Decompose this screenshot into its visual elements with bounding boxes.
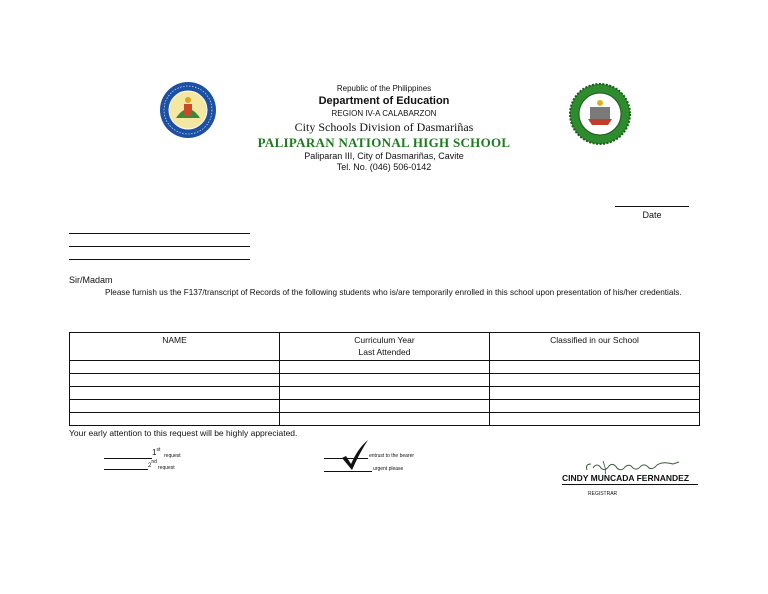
school-telephone: Tel. No. (046) 506-0142 [336, 162, 432, 172]
column-header-curriculum-year [280, 333, 490, 361]
table-cell[interactable] [70, 374, 280, 387]
first-request-num: 1 [152, 448, 157, 457]
column-header-name: NAME [70, 333, 280, 361]
first-request-number [152, 448, 160, 457]
addressee-line-1[interactable] [69, 233, 250, 234]
records-table [69, 332, 700, 426]
table-cell[interactable] [70, 387, 280, 400]
table-row [70, 361, 700, 374]
first-request-label: request [164, 453, 181, 459]
table-cell[interactable] [280, 374, 490, 387]
table-cell[interactable] [70, 361, 280, 374]
second-request-num: 2 [148, 463, 152, 469]
table-cell[interactable] [490, 387, 700, 400]
date-label: Date [642, 210, 662, 220]
table-cell[interactable] [280, 400, 490, 413]
request-body [69, 287, 699, 299]
table-cell[interactable] [280, 387, 490, 400]
second-request-blank[interactable] [104, 461, 148, 470]
salutation: Sir/Madam [69, 275, 113, 285]
signatory-title: REGISTRAR [588, 491, 618, 497]
first-request-blank[interactable] [104, 448, 152, 459]
second-request-number [148, 459, 157, 469]
second-request-label: request [158, 465, 175, 471]
column-header-classified: Classified in our School [490, 333, 700, 361]
curriculum-year-line1: Curriculum Year [354, 335, 415, 345]
curriculum-year-line2: Last Attended [358, 347, 411, 357]
table-row [70, 400, 700, 413]
table-cell[interactable] [280, 361, 490, 374]
first-request-suffix: st [156, 447, 161, 453]
table-row [70, 374, 700, 387]
checkmark-icon [340, 438, 370, 472]
table-cell[interactable] [70, 400, 280, 413]
table-cell[interactable] [490, 413, 700, 426]
closing-statement: Your early attention to this request will be highly appreciated. [69, 428, 298, 438]
table-row [70, 387, 700, 400]
school-name: PALIPARAN NATIONAL HIGH SCHOOL [257, 135, 511, 150]
second-request-suffix: nd [151, 459, 157, 465]
addressee-line-3[interactable] [69, 259, 250, 260]
signature-line [562, 484, 698, 485]
date-blank-line[interactable] [615, 206, 689, 207]
entrust-label: entrust to the bearer [369, 453, 415, 459]
request-body-text: Please furnish us the F137/transcript of Records of the following students who is/are temporarily enrolled in this school upon presentation of his/her credentials. [105, 288, 682, 297]
table-cell[interactable] [490, 374, 700, 387]
division-line: City Schools Division of Dasmariñas [294, 120, 474, 134]
department-title: Department of Education [318, 95, 450, 107]
addressee-line-2[interactable] [69, 246, 250, 247]
table-header-row [70, 333, 700, 361]
table-cell[interactable] [70, 413, 280, 426]
urgent-label: urgent please [373, 466, 404, 472]
school-address: Paliparan III, City of Dasmariñas, Cavite [304, 151, 464, 161]
table-row [70, 413, 700, 426]
table-cell[interactable] [280, 413, 490, 426]
region-line: REGION IV-A CALABARZON [331, 109, 437, 118]
republic-line: Republic of the Philippines [336, 84, 432, 93]
table-cell[interactable] [490, 400, 700, 413]
signatory-name: CINDY MUNCADA FERNANDEZ [562, 473, 690, 483]
table-cell[interactable] [490, 361, 700, 374]
